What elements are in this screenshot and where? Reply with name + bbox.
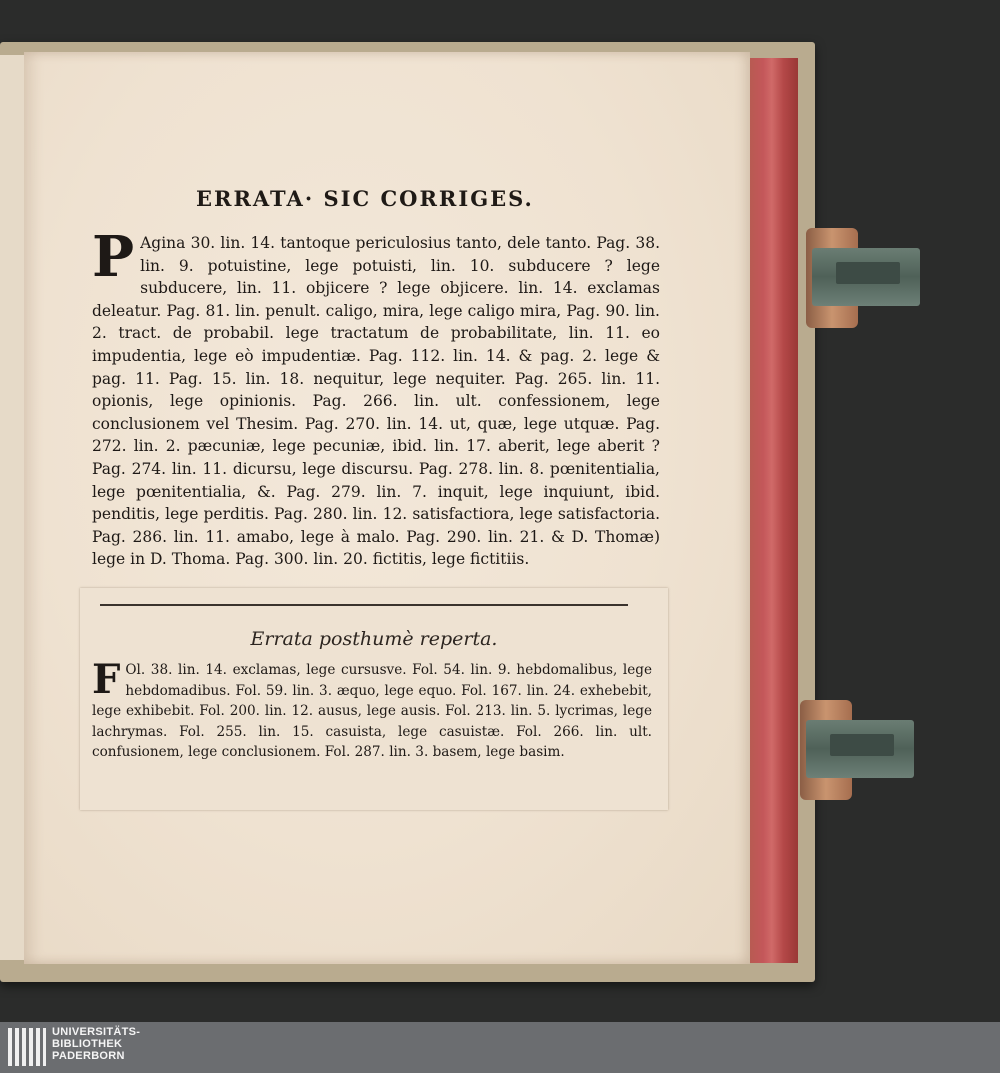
library-logo-icon (8, 1028, 48, 1066)
left-page-strip (0, 55, 27, 960)
page-title: ERRATA· SIC CORRIGES. (196, 186, 534, 211)
slip-drop-capital: F (92, 656, 121, 703)
errata-list (92, 224, 660, 571)
footer-bar (0, 1022, 1000, 1073)
logo-line-1: UNIVERSITÄTS- (52, 1026, 141, 1038)
slip-title: Errata posthumè reperta. (250, 628, 498, 650)
slip-rule (100, 604, 628, 606)
logo-line-3: PADERBORN (52, 1050, 125, 1062)
upper-clasp-icon (806, 228, 921, 328)
library-logo-text[interactable] (52, 1026, 140, 1062)
logo-line-2: BIBLIOTHEK (52, 1038, 123, 1050)
pasted-slip (80, 588, 668, 810)
errata-text: Agina 30. lin. 14. tantoque periculosius tanto, dele tanto. Pag. 38. lin. 9. potuistine, lege potuisti, lin. 10. subducere ? lege subducere, lin. 11. objicere ? lege objicere. lin. 14. exclamas deleatur. Pag. 81. lin. penult. caligo, mira, lege caligo mira, Pag. 90. lin. 2. tract. de probabil. lege tractatum de probabilitate, lin. 11. eo impudentia, lege eò impudentiæ. Pag. 112. lin. 14. & pag. 2. lege & pag. 11. Pag. 15. lin. 18. nequitur, lege nequiter. Pag. 265. lin. 11. opionis, lege opinionis. Pag. 266. lin. ult. confessionem, lege conclusionem vel Thesim. Pag. 270. lin. 14. ut, quæ, lege utquæ. Pag. 272. lin. 2. pæcuniæ, lege pecuniæ, ibid. lin. 17. aberit, lege aberit ? Pag. 274. lin. 11. dicursu, lege discursu. Pag. 278. lin. 8. pœnitentialia, lege pœnitentialia, &. Pag. 279. lin. 7. inquit, lege inquiunt, ibid. penditis, lege perditis. Pag. 280. lin. 12. satisfactiora, lege satisfactoria. Pag. 286. lin. 11. amabo, lege à malo. Pag. 290. lin. 21. & D. Thomæ) lege in D. Thoma. Pag. 300. lin. 20. fictitis, lege fictitiis. (92, 234, 660, 569)
lower-clasp-icon (800, 700, 915, 800)
slip-errata (92, 656, 652, 763)
drop-capital: P (92, 224, 135, 290)
slip-errata-text: Ol. 38. lin. 14. exclamas, lege cursusve. Fol. 54. lin. 9. hebdomalibus, lege hebdomadibus. Fol. 59. lin. 3. æquo, lege equo. Fol. 167. lin. 24. exhebebit, lege exhibebit. Fol. 200. lin. 12. ausus, lege ausis. Fol. 213. lin. 5. lycrimas, lege lachrymas. Fol. 255. lin. 15. casuista, lege casuistæ. Fol. 266. lin. ult. confusionem, lege conclusionem. Fol. 287. lin. 3. basem, lege basim. (92, 662, 652, 760)
